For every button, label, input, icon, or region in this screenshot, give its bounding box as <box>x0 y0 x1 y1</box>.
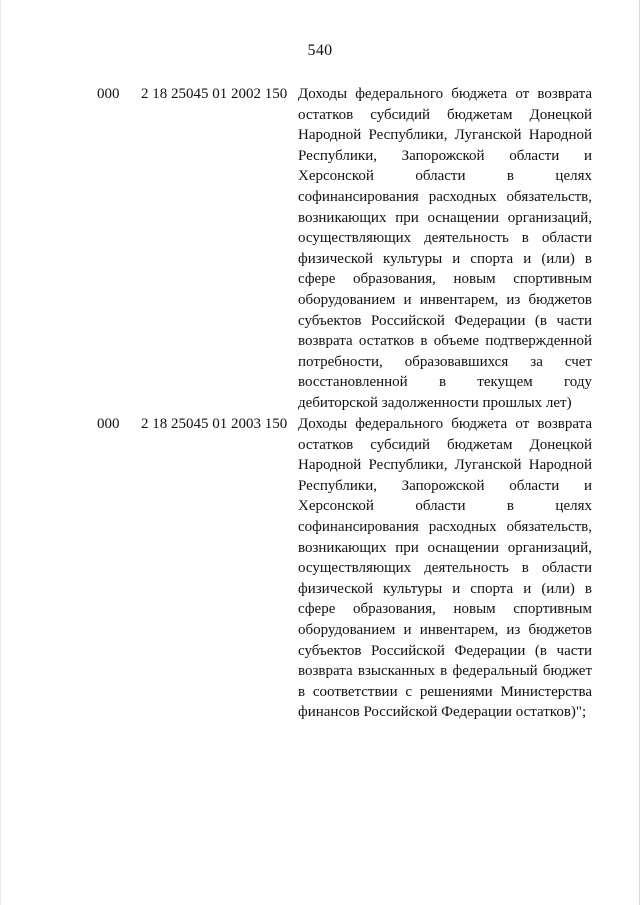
scan-edge-left <box>0 0 1 905</box>
admin-code: 000 <box>97 416 120 432</box>
income-description: Доходы федерального бюджета от возврата остатков субсидий бюджетам Донецкой Народной Республики, Луганской Народной Республики, Запорожской области и Херсонской области в целях софинансирования расходных обязательств, возникающих при оснащении организаций, осуществляющих деятельность в области физической культуры и спорта и (или) в сфере образования, новым спортивным оборудованием и инвентарем, из бюджетов субъектов Российской Федерации (в части возврата взысканных в федеральный бюджет в соответствии с решениями Министерства финансов Российской Федерации остатков)"; <box>298 416 592 721</box>
income-description: Доходы федерального бюджета от возврата остатков субсидий бюджетам Донецкой Народной Республики, Луганской Народной Республики, Запорожской области и Херсонской области в целях софинансирования расходных обязательств, возникающих при оснащении организаций, осуществляющих деятельность в области физической культуры и спорта и (или) в сфере образования, новым спортивным оборудованием и инвентарем, из бюджетов субъектов Российской Федерации (в части возврата остатков в объеме подтвержденной потребности, образовавшихся за счет восстановленной в текущем году дебиторской задолженности прошлых лет) <box>298 86 592 411</box>
budget-classification-code: 2 18 25045 01 2003 150 <box>141 416 288 432</box>
admin-code: 000 <box>97 86 120 102</box>
budget-classification-code: 2 18 25045 01 2002 150 <box>141 86 288 102</box>
page-number: 540 <box>307 42 333 59</box>
